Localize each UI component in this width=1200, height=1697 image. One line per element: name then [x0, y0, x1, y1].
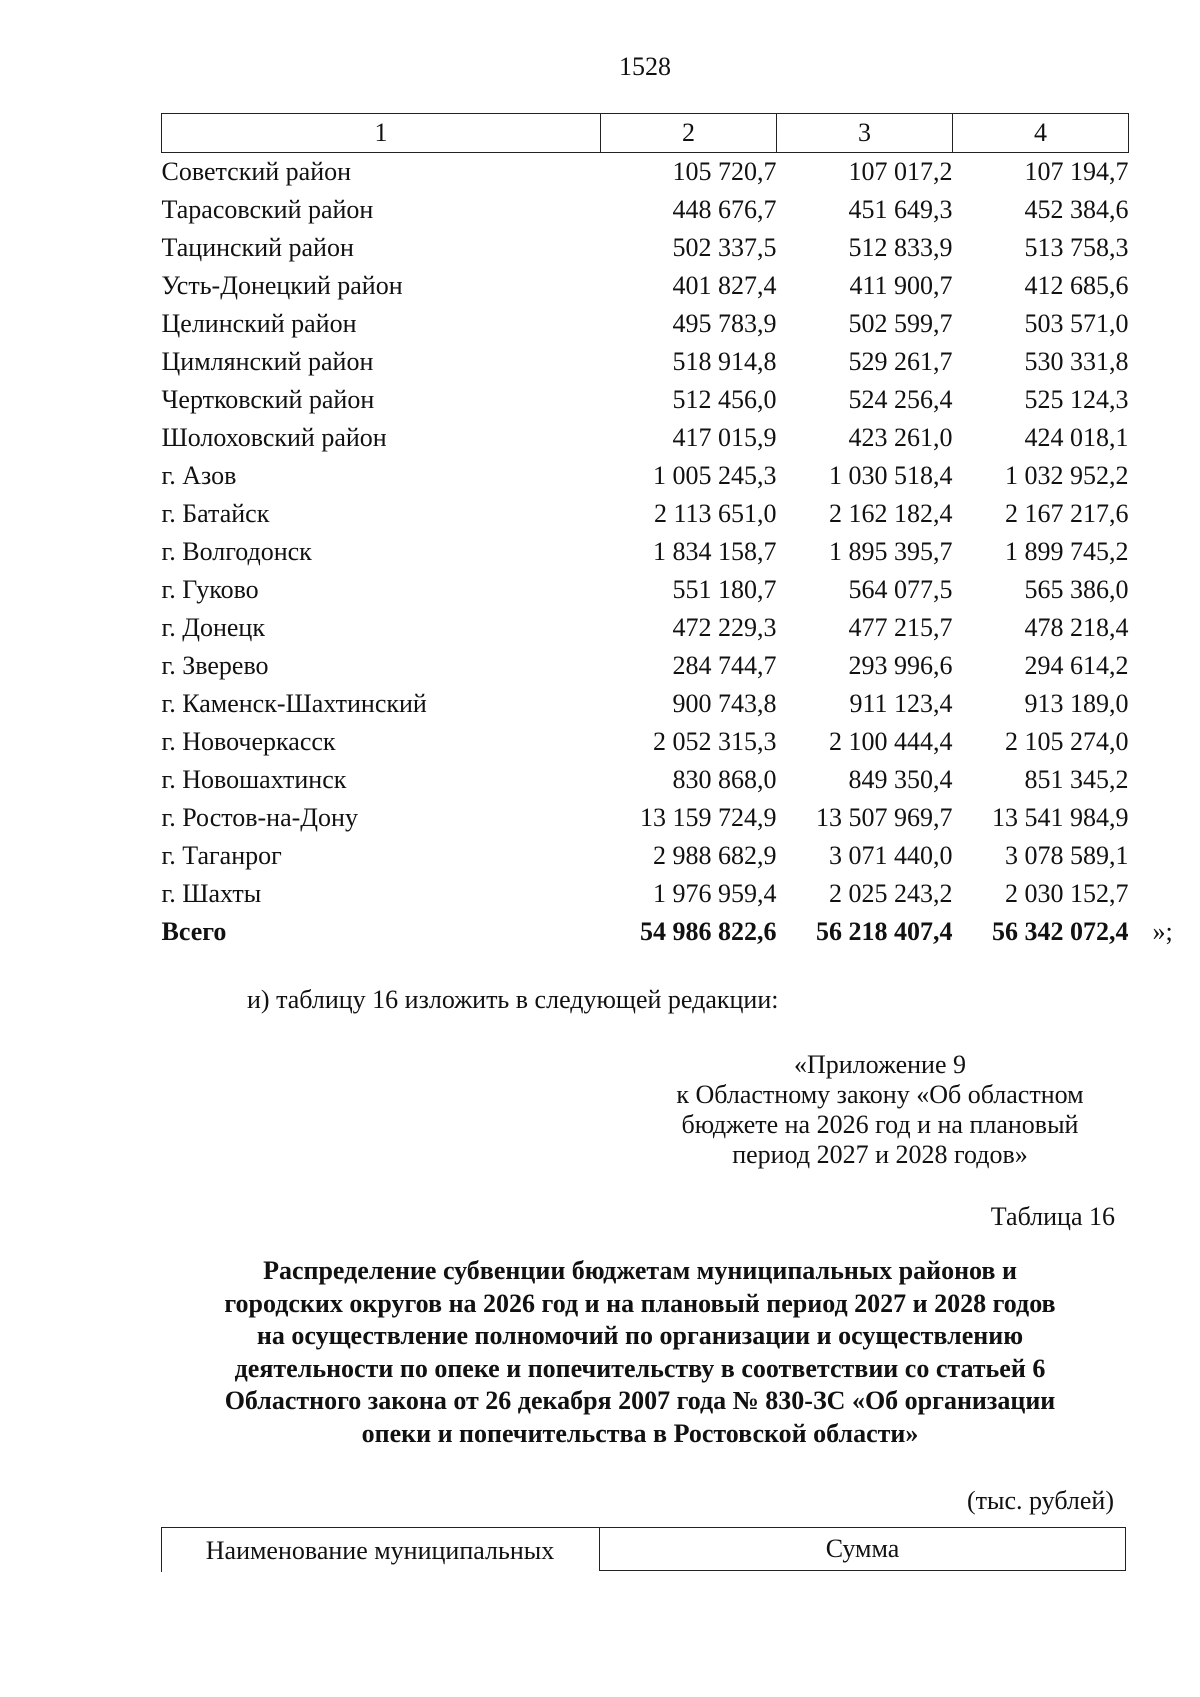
- value-2026: 830 868,0: [672, 765, 777, 794]
- value-2028: 851 345,2: [1024, 765, 1129, 794]
- title-line: опеки и попечительства в Ростовской области»: [361, 1418, 919, 1448]
- header-col-1: 1: [162, 114, 601, 153]
- value-2027: 1 030 518,4: [829, 461, 953, 490]
- table-row: [162, 191, 1129, 229]
- value-2026: 1 834 158,7: [653, 537, 777, 566]
- value-2026: 2 988 682,9: [653, 841, 777, 870]
- table-row: [162, 761, 1129, 799]
- value-2026: 284 744,7: [672, 651, 777, 680]
- municipality-name: Усть-Донецкий район: [161, 271, 403, 300]
- municipality-name: г. Шахты: [161, 879, 262, 908]
- value-2026: 417 015,9: [672, 423, 777, 452]
- value-2027: 2 100 444,4: [829, 727, 953, 756]
- table-row: [162, 381, 1129, 419]
- municipality-name: г. Каменск-Шахтинский: [161, 689, 427, 718]
- municipality-name: г. Батайск: [161, 499, 270, 528]
- value-2027: 451 649,3: [848, 195, 953, 224]
- municipality-name: Чертковский район: [161, 385, 375, 414]
- municipality-name: г. Ростов-на-Дону: [161, 803, 358, 832]
- total-2028: [953, 913, 1173, 951]
- title-line: Областного закона от 26 декабря 2007 года № 830-ЗС «Об организации: [224, 1386, 1056, 1415]
- appendix-heading: [640, 1050, 1120, 1170]
- closing-quote: »;: [1152, 917, 1173, 946]
- value-2028: 107 194,7: [1024, 157, 1129, 186]
- value-2027: 3 071 440,0: [829, 841, 953, 870]
- value-2026: 1 976 959,4: [653, 879, 777, 908]
- total-row: [162, 913, 1129, 951]
- value-2027: 411 900,7: [849, 271, 953, 300]
- table-row: [162, 837, 1129, 875]
- title-line: на осуществление полномочий по организации и осуществлению: [256, 1321, 1024, 1350]
- municipality-name: Тарасовский район: [161, 195, 374, 224]
- municipality-name: г. Волгодонск: [161, 537, 312, 566]
- municipality-name: г. Азов: [161, 461, 237, 490]
- value-2028: 478 218,4: [1024, 613, 1129, 642]
- table-row: [162, 495, 1129, 533]
- value-2028: 294 614,2: [1024, 651, 1129, 680]
- value-2027: 512 833,9: [848, 233, 953, 262]
- budget-table: [161, 113, 1173, 951]
- value-2028: 913 189,0: [1024, 689, 1129, 718]
- value-2026: 472 229,3: [672, 613, 777, 642]
- value-2028: 530 331,8: [1024, 347, 1129, 376]
- header-col-2: 2: [601, 114, 777, 153]
- header-col-3: 3: [777, 114, 953, 153]
- table-row: [162, 533, 1129, 571]
- value-2027: 13 507 969,7: [816, 803, 953, 832]
- value-2026: 495 783,9: [672, 309, 777, 338]
- appendix-line: бюджете на 2026 год и на плановый: [681, 1110, 1079, 1139]
- municipality-name: Цимлянский район: [161, 347, 374, 376]
- value-2026: 13 159 724,9: [640, 803, 777, 832]
- total-2026: 54 986 822,6: [640, 917, 777, 946]
- table-title: [160, 1255, 1120, 1450]
- value-2028: 525 124,3: [1024, 385, 1129, 414]
- table-row: [162, 571, 1129, 609]
- value-2026: 1 005 245,3: [653, 461, 777, 490]
- municipality-name: г. Новочеркасск: [161, 727, 336, 756]
- table-row: [162, 343, 1129, 381]
- value-2028: 503 571,0: [1024, 309, 1129, 338]
- appendix-line: период 2027 и 2028 годов»: [732, 1140, 1028, 1169]
- total-label: Всего: [161, 917, 227, 946]
- value-2027: 107 017,2: [848, 157, 953, 186]
- value-2026: 551 180,7: [672, 575, 777, 604]
- value-2028: 565 386,0: [1024, 575, 1129, 604]
- value-2028: 2 105 274,0: [1005, 727, 1129, 756]
- value-2028: 513 758,3: [1024, 233, 1129, 262]
- value-2028: 13 541 984,9: [992, 803, 1129, 832]
- value-2028: 1 899 745,2: [1005, 537, 1129, 566]
- next-header-sum: Сумма: [825, 1534, 900, 1563]
- amendment-instruction: и) таблицу 16 изложить в следующей редакции:: [247, 985, 779, 1014]
- units-label: (тыс. рублей): [966, 1486, 1114, 1515]
- value-2028: 452 384,6: [1024, 195, 1129, 224]
- appendix-line: «Приложение 9: [793, 1050, 967, 1079]
- table-row: [162, 799, 1129, 837]
- table-row: [162, 457, 1129, 495]
- appendix-line: к Областному закону «Об областном: [676, 1080, 1084, 1109]
- value-2027: 1 895 395,7: [829, 537, 953, 566]
- table-row: [162, 229, 1129, 267]
- value-2026: 105 720,7: [672, 157, 777, 186]
- table-row: [162, 685, 1129, 723]
- value-2027: 529 261,7: [848, 347, 953, 376]
- value-2028: 3 078 589,1: [1005, 841, 1129, 870]
- table-header-row: [162, 114, 1129, 153]
- value-2028: 1 032 952,2: [1005, 461, 1129, 490]
- total-2027: 56 218 407,4: [816, 917, 953, 946]
- table-row: [162, 647, 1129, 685]
- table-row: [162, 723, 1129, 761]
- municipality-name: Шолоховский район: [161, 423, 387, 452]
- header-col-4: 4: [953, 114, 1129, 153]
- value-2027: 423 261,0: [848, 423, 953, 452]
- value-2027: 564 077,5: [848, 575, 953, 604]
- value-2028: 412 685,6: [1024, 271, 1129, 300]
- title-line: городских округов на 2026 год и на плановый период 2027 и 2028 годов: [224, 1288, 1056, 1318]
- table-row: [162, 267, 1129, 305]
- value-2027: 911 123,4: [849, 689, 953, 718]
- value-2027: 293 996,6: [848, 651, 953, 680]
- table-row: [162, 419, 1129, 457]
- value-2027: 849 350,4: [848, 765, 953, 794]
- municipality-name: г. Новошахтинск: [161, 765, 347, 794]
- page-number: 1528: [619, 52, 671, 81]
- value-2027: 524 256,4: [848, 385, 953, 414]
- value-2027: 477 215,7: [848, 613, 953, 642]
- value-2026: 2 113 651,0: [653, 499, 777, 528]
- value-2026: 502 337,5: [672, 233, 777, 262]
- value-2026: 518 914,8: [672, 347, 777, 376]
- municipality-name: г. Донецк: [161, 613, 265, 642]
- value-2026: 401 827,4: [672, 271, 777, 300]
- table-row: [162, 153, 1129, 192]
- table-label: Таблица 16: [990, 1202, 1115, 1231]
- value-2028: 424 018,1: [1024, 423, 1129, 452]
- value-2026: 900 743,8: [672, 689, 777, 718]
- value-2028: 2 030 152,7: [1005, 879, 1129, 908]
- municipality-name: г. Таганрог: [161, 841, 282, 870]
- table-row: [162, 609, 1129, 647]
- value-2027: 2 162 182,4: [829, 499, 953, 528]
- title-line: деятельности по опеке и попечительству в соответствии со статьей 6: [234, 1353, 1046, 1383]
- municipality-name: Советский район: [161, 157, 352, 186]
- next-header-name: Наименование муниципальных: [205, 1536, 555, 1565]
- table-row: [162, 875, 1129, 913]
- value-2027: 502 599,7: [848, 309, 953, 338]
- value-2027: 2 025 243,2: [829, 879, 953, 908]
- municipality-name: г. Зверево: [161, 651, 269, 680]
- table-body: [161, 153, 1173, 952]
- value-2028: 2 167 217,6: [1005, 499, 1129, 528]
- table-row: [162, 305, 1129, 343]
- municipality-name: г. Гуково: [161, 575, 259, 604]
- total-2028-value: 56 342 072,4: [992, 917, 1129, 946]
- value-2026: 2 052 315,3: [653, 727, 777, 756]
- value-2026: 512 456,0: [672, 385, 777, 414]
- municipality-name: Тацинский район: [161, 233, 354, 262]
- municipality-name: Целинский район: [161, 309, 357, 338]
- next-table-header: [161, 1527, 1126, 1572]
- title-line: Распределение субвенции бюджетам муниципальных районов и: [263, 1256, 1017, 1285]
- value-2026: 448 676,7: [672, 195, 777, 224]
